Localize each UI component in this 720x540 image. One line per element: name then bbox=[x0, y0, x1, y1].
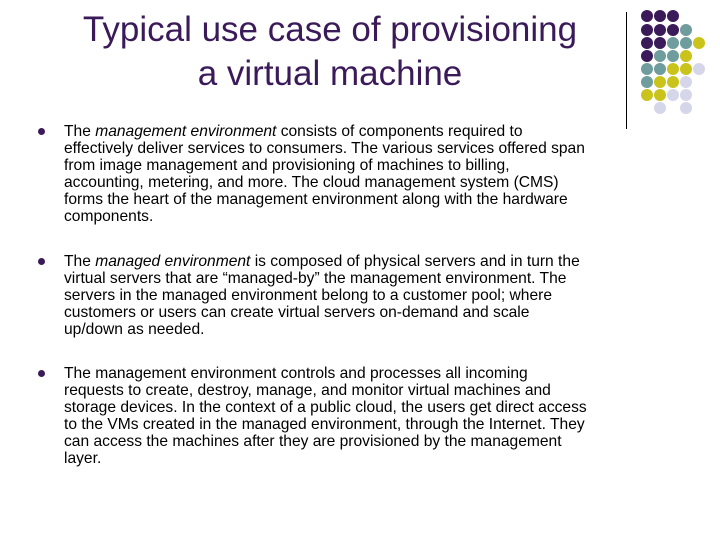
title-line-1: Typical use case of provisioning bbox=[82, 10, 578, 49]
decorative-dot bbox=[641, 76, 653, 88]
bullet-text-line: to the VMs created in the managed environment, through the Internet. They bbox=[64, 416, 585, 433]
decorative-dot bbox=[693, 37, 705, 49]
decorative-dot bbox=[667, 24, 679, 36]
italic-term: management environment bbox=[95, 123, 277, 140]
decorative-dot bbox=[641, 50, 653, 62]
decorative-dot bbox=[654, 10, 666, 22]
decorative-dot bbox=[667, 89, 679, 101]
bullet-text-line: customers or users can create virtual servers on-demand and scale bbox=[64, 304, 530, 321]
slide-title bbox=[20, 8, 640, 96]
decorative-dot bbox=[654, 24, 666, 36]
bullet-icon bbox=[38, 370, 45, 377]
decorative-dot bbox=[654, 102, 666, 114]
decorative-dot bbox=[641, 24, 653, 36]
decorative-dot bbox=[693, 63, 705, 75]
decorative-dot bbox=[641, 37, 653, 49]
bullet-item bbox=[64, 365, 704, 467]
decorative-dot bbox=[667, 63, 679, 75]
decorative-dot bbox=[654, 76, 666, 88]
title-line-2: a virtual machine bbox=[197, 54, 463, 93]
bullet-text-line: layer. bbox=[64, 450, 102, 467]
bullet-text-line: effectively deliver services to consumers. The various services offered span bbox=[64, 140, 585, 157]
bullet-icon bbox=[38, 128, 45, 135]
text: consists of components required to bbox=[276, 123, 523, 140]
decorative-dot bbox=[667, 50, 679, 62]
bullet-item bbox=[64, 123, 704, 225]
decorative-dot bbox=[654, 50, 666, 62]
bullet-text-line: forms the heart of the management environment along with the hardware bbox=[64, 191, 568, 208]
text: The bbox=[64, 253, 96, 270]
bullet-text-line: virtual servers that are “managed-by” the management environment. The bbox=[64, 270, 567, 287]
decorative-dot bbox=[680, 76, 692, 88]
decorative-dot bbox=[680, 63, 692, 75]
decorative-dot bbox=[667, 10, 679, 22]
text: is composed of physical servers and in turn the bbox=[250, 253, 580, 270]
decorative-dot bbox=[680, 89, 692, 101]
divider-line bbox=[626, 12, 627, 129]
decorative-dot bbox=[680, 37, 692, 49]
bullet-text-line: up/down as needed. bbox=[64, 321, 205, 338]
decorative-dot bbox=[654, 63, 666, 75]
decorative-dot bbox=[680, 50, 692, 62]
decorative-dot bbox=[667, 76, 679, 88]
decorative-dot bbox=[680, 102, 692, 114]
bullet-item bbox=[64, 253, 704, 338]
bullet-text-line: requests to create, destroy, manage, and monitor virtual machines and bbox=[64, 382, 551, 399]
italic-term: managed environment bbox=[95, 253, 251, 270]
decorative-dot bbox=[641, 10, 653, 22]
bullet-text-line: servers in the managed environment belong to a customer pool; where bbox=[64, 287, 553, 304]
bullet-text-line: from image management and provisioning of machines to billing, bbox=[64, 157, 510, 174]
decorative-dot bbox=[667, 37, 679, 49]
decorative-dot bbox=[641, 63, 653, 75]
decorative-dot bbox=[641, 89, 653, 101]
bullet-icon bbox=[38, 258, 45, 265]
text: The management environment controls and processes all incoming bbox=[64, 365, 528, 382]
bullet-text-line: storage devices. In the context of a public cloud, the users get direct access bbox=[64, 399, 587, 416]
bullet-text-line: can access the machines after they are provisioned by the management bbox=[64, 433, 562, 450]
decorative-dot bbox=[654, 37, 666, 49]
decorative-dot bbox=[654, 89, 666, 101]
bullet-text-line: accounting, metering, and more. The cloud management system (CMS) bbox=[64, 174, 559, 191]
bullet-text-line: components. bbox=[64, 208, 154, 225]
text: The bbox=[64, 123, 96, 140]
decorative-dot bbox=[680, 24, 692, 36]
